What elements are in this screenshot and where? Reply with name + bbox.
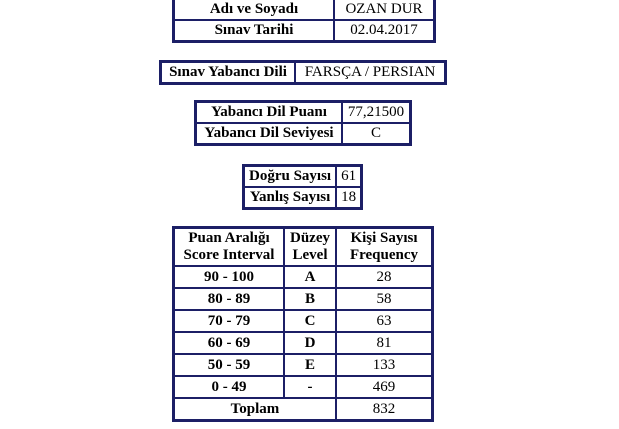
exam-language-label: Sınav Yabancı Dili [161,62,296,84]
level-cell: D [284,332,336,354]
name-label: Adı ve Soyadı [174,0,335,20]
frequency-cell: 63 [336,310,433,332]
score-value: 77,21500 [342,102,411,124]
interval-cell: 90 - 100 [174,266,285,288]
level-value: C [342,123,411,145]
level-header [284,228,336,267]
frequency-header-tr: Kişi Sayısı [350,230,418,246]
answer-count-table [242,164,363,210]
interval-cell: 80 - 89 [174,288,285,310]
table-row [174,310,433,332]
frequency-cell: 469 [336,376,433,398]
level-header-tr: Düzey [290,230,330,246]
date-row [174,20,435,42]
table-row [174,266,433,288]
level-cell: C [284,310,336,332]
total-row [174,398,433,421]
table-row [174,354,433,376]
level-row [196,123,411,145]
frequency-header-en: Frequency [349,247,419,263]
level-header-en: Level [292,247,328,263]
exam-language-table [159,60,447,85]
score-row [196,102,411,124]
name-value: OZAN DUR [334,0,435,20]
frequency-cell: 28 [336,266,433,288]
level-cell: B [284,288,336,310]
table-row [174,376,433,398]
exam-language-value: FARSÇA / PERSIAN [295,62,446,84]
level-label: Yabancı Dil Seviyesi [196,123,343,145]
correct-label: Doğru Sayısı [244,166,337,188]
distribution-header-row [174,228,433,267]
wrong-label: Yanlış Sayısı [244,187,337,209]
frequency-cell: 81 [336,332,433,354]
interval-cell: 70 - 79 [174,310,285,332]
exam-date-value: 02.04.2017 [334,20,435,42]
exam-date-label: Sınav Tarihi [174,20,335,42]
language-row [161,62,446,84]
interval-cell: 0 - 49 [174,376,285,398]
frequency-cell: 58 [336,288,433,310]
frequency-header [336,228,433,267]
wrong-row [244,187,362,209]
level-cell: - [284,376,336,398]
total-label: Toplam [174,398,337,421]
interval-cell: 60 - 69 [174,332,285,354]
table-row [174,332,433,354]
interval-header-en: Score Interval [183,247,275,263]
personal-info-table [172,0,436,43]
table-row [174,288,433,310]
interval-header-tr: Puan Aralığı [188,230,270,246]
level-cell: E [284,354,336,376]
frequency-cell: 133 [336,354,433,376]
total-value: 832 [336,398,433,421]
correct-value: 61 [336,166,362,188]
score-distribution-table [172,226,434,422]
wrong-value: 18 [336,187,362,209]
score-table [194,100,412,146]
score-label: Yabancı Dil Puanı [196,102,343,124]
correct-row [244,166,362,188]
interval-header [174,228,285,267]
interval-cell: 50 - 59 [174,354,285,376]
name-row [174,0,435,20]
level-cell: A [284,266,336,288]
